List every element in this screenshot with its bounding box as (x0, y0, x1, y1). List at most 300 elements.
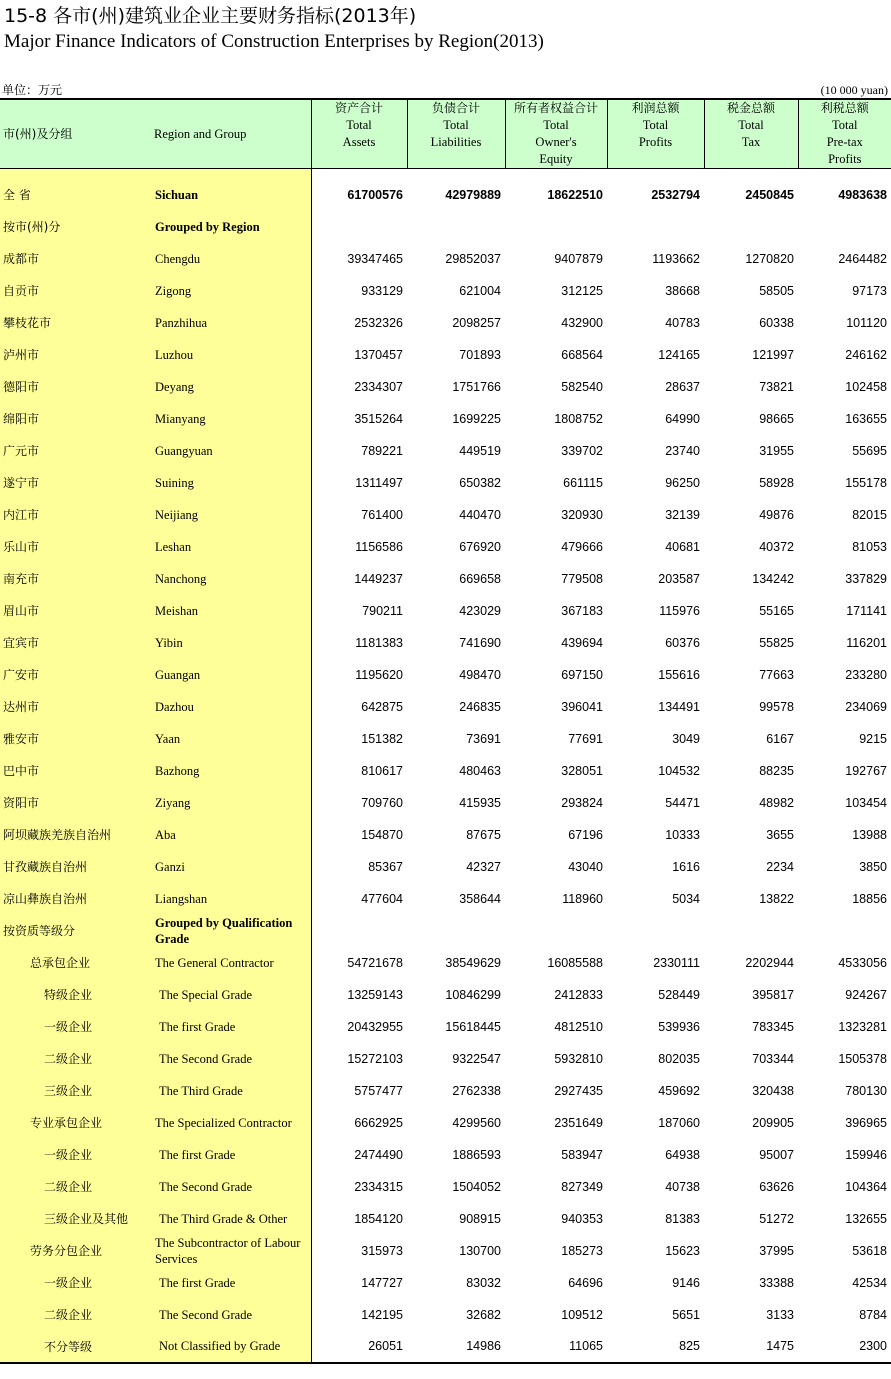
row-label-en: Mianyang (151, 403, 311, 435)
header-en-2: Profits (638, 135, 673, 149)
cell-value: 55165 (759, 603, 794, 618)
header-cn: 负债合计 (431, 101, 480, 115)
header-en-1: Total (346, 118, 372, 132)
table-row (0, 339, 891, 371)
cell-value: 203587 (658, 571, 700, 586)
row-label-cn: 成都市 (0, 243, 151, 275)
row-label-cn: 资阳市 (0, 787, 151, 819)
table-row (0, 979, 891, 1011)
cell-value: 32682 (466, 1307, 501, 1322)
row-label-en: Panzhihua (151, 307, 311, 339)
cell-value: 54721678 (347, 955, 403, 970)
cell-value: 825 (607, 1331, 704, 1363)
cell-value: 1504052 (452, 1179, 501, 1194)
row-label-cn: 甘孜藏族自治州 (0, 851, 151, 883)
row-label-en: Nanchong (151, 563, 311, 595)
cell-value: 1475 (704, 1331, 798, 1363)
cell-value: 780130 (845, 1083, 887, 1098)
cell-value: 39347465 (347, 251, 403, 266)
cell-value: 23740 (665, 443, 700, 458)
cell-value: 155616 (658, 667, 700, 682)
row-label-cn: 一级企业 (0, 1267, 151, 1299)
cell-value: 20432955 (347, 1019, 403, 1034)
header-total-liabilities (407, 99, 505, 169)
cell-value: 73691 (466, 731, 501, 746)
cell-value: 1808752 (554, 411, 603, 426)
row-label-cn: 一级企业 (0, 1011, 151, 1043)
cell-value: 6662925 (354, 1115, 403, 1130)
cell-value: 790211 (362, 603, 403, 618)
cell-value: 1323281 (838, 1019, 887, 1034)
row-label-cn: 一级企业 (0, 1139, 151, 1171)
cell-value: 64990 (665, 411, 700, 426)
cell-value: 246162 (845, 347, 887, 362)
cell-value: 14986 (407, 1331, 505, 1363)
header-en-3: Profits (828, 152, 862, 166)
cell-value: 147727 (361, 1275, 403, 1290)
table-row (0, 851, 891, 883)
row-label-cn: 按市(州)分 (0, 211, 151, 243)
cell-value: 61700576 (347, 187, 403, 202)
cell-value: 320930 (561, 507, 603, 522)
cell-value: 134491 (658, 699, 700, 714)
table-header-row (0, 99, 891, 169)
cell-value: 98665 (759, 411, 794, 426)
cell-value: 2330111 (653, 955, 700, 970)
table-row (0, 467, 891, 499)
cell-value: 187060 (658, 1115, 700, 1130)
row-label-cn: 遂宁市 (0, 467, 151, 499)
cell-value: 5034 (672, 891, 700, 906)
cell-value: 77663 (759, 667, 794, 682)
row-label-cn: 二级企业 (0, 1299, 151, 1331)
cell-value: 118960 (562, 891, 603, 906)
cell-value: 498470 (459, 667, 501, 682)
cell-value: 396041 (561, 699, 603, 714)
cell-value: 789221 (361, 443, 403, 458)
table-row (0, 691, 891, 723)
cell-value: 13259143 (347, 987, 403, 1002)
cell-value (607, 915, 704, 947)
cell-value: 58928 (759, 475, 794, 490)
table-row (0, 883, 891, 915)
cell-value: 155178 (845, 475, 887, 490)
table-row (0, 947, 891, 979)
cell-value: 4812510 (554, 1019, 603, 1034)
table-row (0, 723, 891, 755)
cell-value: 233280 (845, 667, 887, 682)
cell-value: 58505 (759, 283, 794, 298)
row-label-cn: 广元市 (0, 435, 151, 467)
row-label-en: The Special Grade (151, 979, 311, 1011)
row-label-cn: 按资质等级分 (0, 915, 151, 947)
row-label-en: The Third Grade (151, 1075, 311, 1107)
cell-value: 55695 (852, 443, 887, 458)
cell-value: 115976 (659, 603, 700, 618)
table-row (0, 403, 891, 435)
cell-value: 142195 (361, 1307, 403, 1322)
cell-value: 2532326 (354, 315, 403, 330)
cell-value: 669658 (459, 571, 501, 586)
cell-value: 130700 (459, 1243, 501, 1258)
cell-value: 60338 (759, 315, 794, 330)
cell-value: 43040 (568, 859, 603, 874)
cell-value: 2234 (766, 859, 794, 874)
cell-value: 2532794 (651, 187, 700, 202)
table-row (0, 531, 891, 563)
cell-value: 6167 (766, 731, 794, 746)
cell-value: 709760 (361, 795, 403, 810)
cell-value (798, 915, 891, 947)
cell-value: 1854120 (354, 1211, 403, 1226)
row-label-cn: 眉山市 (0, 595, 151, 627)
cell-value: 5932810 (554, 1051, 603, 1066)
cell-value: 9407879 (554, 251, 603, 266)
cell-value: 1886593 (452, 1147, 501, 1162)
header-en-1: Total (642, 118, 669, 132)
cell-value: 159946 (845, 1147, 887, 1162)
table-row (0, 915, 891, 947)
cell-value: 1699225 (452, 411, 501, 426)
cell-value: 1449237 (354, 571, 403, 586)
row-label-en: Yaan (151, 723, 311, 755)
cell-value: 64696 (568, 1275, 603, 1290)
row-label-cn: 攀枝花市 (0, 307, 151, 339)
cell-value: 87675 (466, 827, 501, 842)
row-label-cn: 广安市 (0, 659, 151, 691)
cell-value: 9146 (672, 1275, 700, 1290)
cell-value: 104364 (845, 1179, 887, 1194)
row-label-cn: 不分等级 (0, 1331, 151, 1363)
cell-value: 67196 (568, 827, 603, 842)
cell-value: 116201 (846, 635, 887, 650)
cell-value: 2412833 (554, 987, 603, 1002)
cell-value: 151382 (361, 731, 403, 746)
cell-value: 48982 (759, 795, 794, 810)
cell-value: 77691 (568, 731, 603, 746)
row-label-cn: 绵阳市 (0, 403, 151, 435)
cell-value: 63626 (759, 1179, 794, 1194)
unit-label-en: (10 000 yuan) (820, 83, 888, 97)
cell-value: 2450845 (745, 187, 794, 202)
row-label-en: Bazhong (151, 755, 311, 787)
cell-value (311, 915, 407, 947)
cell-value: 933129 (361, 283, 403, 298)
cell-value: 40738 (665, 1179, 700, 1194)
cell-value: 95007 (759, 1147, 794, 1162)
cell-value: 18622510 (547, 187, 603, 202)
cell-value: 3133 (766, 1307, 794, 1322)
cell-value: 171141 (846, 603, 887, 618)
row-label-cn: 专业承包企业 (0, 1107, 151, 1139)
cell-value: 28637 (665, 379, 700, 394)
cell-value: 15623 (665, 1243, 700, 1258)
row-label-en: Deyang (151, 371, 311, 403)
cell-value: 1195620 (355, 667, 403, 682)
row-label-cn: 宜宾市 (0, 627, 151, 659)
cell-value: 1370457 (354, 347, 403, 362)
cell-value: 440470 (459, 507, 501, 522)
table-body (0, 169, 891, 1363)
header-en-1: Total (831, 118, 858, 132)
header-total-tax (704, 99, 798, 169)
cell-value: 185273 (561, 1243, 603, 1258)
header-total-profits (607, 99, 704, 169)
row-label-cn: 南充市 (0, 563, 151, 595)
cell-value: 4533056 (838, 955, 887, 970)
cell-value: 2334315 (354, 1179, 403, 1194)
cell-value: 37995 (759, 1243, 794, 1258)
cell-value: 96250 (665, 475, 700, 490)
cell-value: 802035 (658, 1051, 700, 1066)
row-label-en: Luzhou (151, 339, 311, 371)
cell-value: 337829 (845, 571, 887, 586)
cell-value: 51272 (759, 1211, 794, 1226)
row-label-cn: 三级企业及其他 (0, 1203, 151, 1235)
header-en-2: Pre-tax (826, 135, 863, 149)
header-cn: 税金总额 (726, 101, 775, 115)
cell-value: 1311497 (355, 475, 403, 490)
cell-value: 480463 (459, 763, 501, 778)
table-row (0, 435, 891, 467)
cell-value (407, 915, 505, 947)
table-row (0, 1203, 891, 1235)
table-row (0, 243, 891, 275)
page-title-en: Major Finance Indicators of Construction Enterprises by Region(2013) (4, 31, 544, 52)
page-title-cn: 15-8 各市(州)建筑业企业主要财务指标(2013年) (4, 5, 417, 27)
row-label-en: Not Classified by Grade (151, 1331, 311, 1363)
cell-value: 642875 (361, 699, 403, 714)
cell-value: 54471 (665, 795, 700, 810)
row-label-en: Suining (151, 467, 311, 499)
cell-value: 192767 (845, 763, 887, 778)
row-label-en: The first Grade (151, 1267, 311, 1299)
table-row (0, 755, 891, 787)
cell-value: 10846299 (445, 987, 501, 1002)
row-label-cn: 巴中市 (0, 755, 151, 787)
cell-value: 5757477 (354, 1083, 403, 1098)
table-row (0, 371, 891, 403)
row-label-en: The Second Grade (151, 1171, 311, 1203)
row-label-en: Neijiang (151, 499, 311, 531)
cell-value: 827349 (561, 1179, 603, 1194)
cell-value: 783345 (752, 1019, 794, 1034)
cell-value: 328051 (561, 763, 603, 778)
table-row (0, 1171, 891, 1203)
header-cn: 资产合计 (334, 101, 383, 115)
cell-value: 4299560 (452, 1115, 501, 1130)
cell-value (311, 211, 407, 243)
cell-value: 2464482 (838, 251, 887, 266)
cell-value: 31955 (759, 443, 794, 458)
cell-value: 40783 (665, 315, 700, 330)
cell-value: 668564 (561, 347, 603, 362)
cell-value: 26051 (311, 1331, 407, 1363)
cell-value: 121997 (752, 347, 794, 362)
cell-value: 16085588 (547, 955, 603, 970)
cell-value: 163655 (845, 411, 887, 426)
table-row (0, 1139, 891, 1171)
cell-value: 82015 (852, 507, 887, 522)
header-en-1: Total (543, 118, 569, 132)
cell-value: 10333 (665, 827, 700, 842)
row-label-cn: 自贡市 (0, 275, 151, 307)
table-row (0, 563, 891, 595)
row-label-en: The General Contractor (151, 947, 311, 979)
unit-label-cn: 单位：万元 (2, 83, 63, 97)
row-label-en: Grouped by Qualification Grade (151, 915, 311, 947)
cell-value: 779508 (561, 571, 603, 586)
cell-value: 8784 (859, 1307, 887, 1322)
row-label-cn: 三级企业 (0, 1075, 151, 1107)
cell-value: 3850 (859, 859, 887, 874)
cell-value (704, 211, 798, 243)
header-en-2: Liabilities (430, 135, 482, 149)
header-en-2: Assets (342, 135, 376, 149)
cell-value: 479666 (561, 539, 603, 554)
cell-value: 42979889 (445, 187, 501, 202)
cell-value: 33388 (759, 1275, 794, 1290)
cell-value: 1751766 (452, 379, 501, 394)
cell-value: 81053 (852, 539, 887, 554)
cell-value: 4983638 (838, 187, 887, 202)
header-pretax-profits (798, 99, 891, 169)
cell-value: 15272103 (347, 1051, 403, 1066)
header-total-assets (311, 99, 407, 169)
cell-value: 42534 (852, 1275, 887, 1290)
cell-value: 49876 (759, 507, 794, 522)
row-label-en: The Third Grade & Other (151, 1203, 311, 1235)
cell-value: 1181383 (355, 635, 403, 650)
row-label-cn: 阿坝藏族羌族自治州 (0, 819, 151, 851)
cell-value: 103454 (845, 795, 887, 810)
cell-value: 676920 (459, 539, 501, 554)
row-label-cn: 乐山市 (0, 531, 151, 563)
row-label-en: The Subcontractor of Labour Services (151, 1235, 311, 1267)
row-label-en: The Second Grade (151, 1043, 311, 1075)
row-label-en: The first Grade (151, 1011, 311, 1043)
cell-value (505, 211, 607, 243)
table-row (0, 1235, 891, 1267)
cell-value: 940353 (561, 1211, 603, 1226)
row-label-cn: 达州市 (0, 691, 151, 723)
cell-value: 697150 (561, 667, 603, 682)
cell-value: 810617 (361, 763, 403, 778)
cell-value: 18856 (852, 891, 887, 906)
cell-value: 320438 (752, 1083, 794, 1098)
table-row (0, 275, 891, 307)
header-cn: 利税总额 (820, 101, 869, 115)
cell-value (704, 915, 798, 947)
cell-value: 134242 (752, 571, 794, 586)
table-row (0, 1075, 891, 1107)
table-row (0, 499, 891, 531)
cell-value: 102458 (845, 379, 887, 394)
row-label-en: Aba (151, 819, 311, 851)
cell-value: 2927435 (554, 1083, 603, 1098)
row-label-en: Liangshan (151, 883, 311, 915)
table-row (0, 179, 891, 211)
header-en-2: Tax (741, 135, 761, 149)
finance-indicators-table (0, 98, 891, 1364)
header-en-1: Total (443, 118, 469, 132)
cell-value: 2474490 (354, 1147, 403, 1162)
cell-value: 38668 (665, 283, 700, 298)
cell-value: 132655 (845, 1211, 887, 1226)
cell-value: 701893 (459, 347, 501, 362)
row-label-cn: 全 省 (0, 179, 151, 211)
cell-value: 459692 (658, 1083, 700, 1098)
cell-value: 40681 (665, 539, 700, 554)
header-label-cn: 市(州)及分组 (0, 99, 151, 169)
cell-value: 423029 (459, 603, 501, 618)
table-row (0, 1267, 891, 1299)
cell-value: 315973 (361, 1243, 403, 1258)
cell-value: 88235 (759, 763, 794, 778)
cell-value (407, 211, 505, 243)
row-label-cn: 二级企业 (0, 1171, 151, 1203)
cell-value: 40372 (759, 539, 794, 554)
row-label-en: Zigong (151, 275, 311, 307)
table-row (0, 787, 891, 819)
cell-value: 29852037 (445, 251, 501, 266)
header-en-2: Owner's (535, 135, 577, 149)
cell-value: 60376 (665, 635, 700, 650)
cell-value: 339702 (561, 443, 603, 458)
row-label-en: Leshan (151, 531, 311, 563)
cell-value: 1193662 (652, 251, 700, 266)
cell-value: 11065 (505, 1331, 607, 1363)
cell-value (607, 211, 704, 243)
row-label-cn: 德阳市 (0, 371, 151, 403)
header-label-en: Region and Group (151, 99, 311, 169)
table-row (0, 1331, 891, 1363)
cell-value: 53618 (852, 1243, 887, 1258)
cell-value: 15618445 (445, 1019, 501, 1034)
cell-value: 42327 (466, 859, 501, 874)
row-label-cn: 内江市 (0, 499, 151, 531)
cell-value: 9322547 (452, 1051, 501, 1066)
header-cn: 利润总额 (631, 101, 680, 115)
row-label-cn: 劳务分包企业 (0, 1235, 151, 1267)
row-label-en: Meishan (151, 595, 311, 627)
cell-value: 3655 (766, 827, 794, 842)
cell-value: 293824 (561, 795, 603, 810)
row-label-cn: 特级企业 (0, 979, 151, 1011)
row-label-en: The Second Grade (151, 1299, 311, 1331)
cell-value: 2762338 (452, 1083, 501, 1098)
row-label-en: Chengdu (151, 243, 311, 275)
row-label-en: Dazhou (151, 691, 311, 723)
cell-value (505, 915, 607, 947)
cell-value: 1616 (672, 859, 700, 874)
table-row (0, 1107, 891, 1139)
cell-value: 924267 (845, 987, 887, 1002)
cell-value: 97173 (852, 283, 887, 298)
cell-value: 761400 (361, 507, 403, 522)
cell-value: 2351649 (554, 1115, 603, 1130)
cell-value: 13988 (852, 827, 887, 842)
cell-value: 358644 (459, 891, 501, 906)
row-label-en: Ganzi (151, 851, 311, 883)
cell-value: 154870 (361, 827, 403, 842)
header-en-1: Total (738, 118, 764, 132)
cell-value: 439694 (561, 635, 603, 650)
row-label-en: The first Grade (151, 1139, 311, 1171)
cell-value: 2300 (798, 1331, 891, 1363)
row-label-en: Guangyuan (151, 435, 311, 467)
cell-value: 38549629 (445, 955, 501, 970)
